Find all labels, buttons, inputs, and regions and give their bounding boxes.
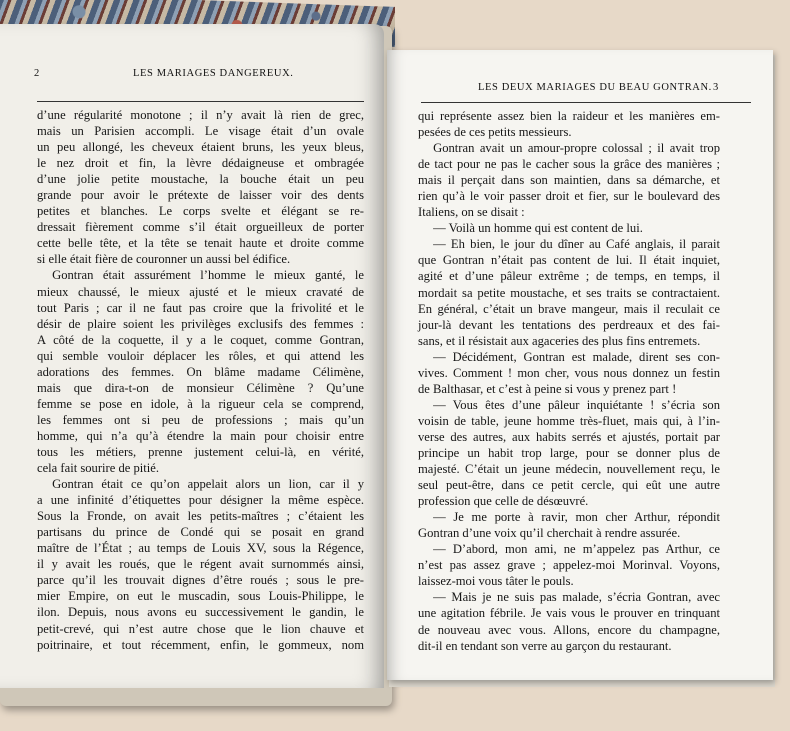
- text-line: mier Empire, on eut le muscadin, sous Louis-Philippe, le: [37, 589, 364, 604]
- text-line: poitrinaire, et tout récemment, enfin, le gommeux, nom: [37, 637, 364, 652]
- text-line: petites et blanches. Le corps svelte et élégant se re-: [37, 204, 364, 219]
- text-line: cela fait sourire de pitié.: [37, 461, 160, 476]
- text-line: une agitation fébrile. Je vais vous le prouver en trinquant: [418, 606, 720, 621]
- text-line: jour-là devant les tentations des perdreaux et des fai-: [418, 317, 720, 332]
- text-line: ilon. Depuis, nous avons eu successivement le gandin, le: [37, 605, 364, 620]
- text-line: il y avait les roués, que le régent avait surnommés ainsi,: [37, 557, 364, 572]
- text-line: verse des autres, aux habits serrés et ajustés, portait par: [418, 429, 720, 444]
- text-line: Sous la Fronde, on avait les petits-maîtres ; c’étaient les: [37, 509, 364, 524]
- text-line: petit-crevé, qui n’est autre chose que le lion chauve et: [37, 621, 364, 636]
- right-running-head: LES DEUX MARIAGES DU BEAU GONTRAN.: [478, 82, 712, 93]
- text-line: vives. Comment ! mon cher, vous nous donnez un festin: [418, 365, 720, 380]
- right-head-rule: [421, 102, 751, 103]
- text-line: femme se pose en idole, à la rigueur cela se comprend,: [37, 396, 364, 411]
- text-line: tous les métiers, prenne justement celui-là, en vérité,: [37, 444, 364, 459]
- text-line: Gontran avait un amour-propre colossal ; il avait trop: [433, 141, 720, 156]
- text-line: désir de plaire soient les privilèges exclusifs des femmes :: [37, 316, 364, 331]
- left-page-number: 2: [34, 68, 40, 79]
- text-line: maître de l’État ; au temps de Louis XV, sous la Régence,: [37, 541, 364, 556]
- text-line: dressait fièrement comme s’il était orgueilleux de porter: [37, 220, 364, 235]
- left-running-head: LES MARIAGES DANGEREUX.: [133, 68, 294, 79]
- text-line: Gontran était ce qu’on appelait alors un lion, car il y: [52, 477, 364, 492]
- text-line: mais il perçait dans son maintien, dans sa démarche, et: [418, 173, 720, 188]
- text-line: adorations des femmes. On blâme madame Célimène,: [37, 364, 364, 379]
- right-page: [387, 50, 773, 680]
- text-line: laissez-moi vous tâter le pouls.: [418, 574, 574, 589]
- text-line: de tact pour ne pas le cacher sous la grâce des manières ;: [418, 157, 720, 172]
- text-line: mais un Parisien accompli. Le visage était d’un ovale: [37, 124, 364, 139]
- text-line: grande pour avoir le prétexte de laisser voir des dents: [37, 188, 364, 203]
- text-line: rien qu’à le voir passer droit et fier, sur le boulevard des: [418, 189, 720, 204]
- text-line: tout Paris ; car il ne faut pas croire que la frivolité et le: [37, 300, 364, 315]
- text-line: homme, qui n’a qu’à étendre la main pour choisir entre: [37, 428, 364, 443]
- text-line: les femmes ont si peu de professions ; mais qu’un: [37, 412, 364, 427]
- text-line: mordait sa petite moustache, et ses traits se contractaient.: [418, 285, 720, 300]
- text-line: agité et d’une pâleur extrême ; de temps, en temps, il: [418, 269, 720, 284]
- text-line: A côté de la coquette, il y a le coquet, comme Gontran,: [37, 332, 364, 347]
- text-line: principe un habit trop large, pour se donner plus de: [418, 445, 720, 460]
- text-line: profession que celle de désœuvré.: [418, 494, 589, 509]
- text-line: partisans du prince de Condé qui se posait en grand: [37, 525, 364, 540]
- text-line: — D’abord, mon ami, ne m’appelez pas Arthur, ce: [433, 542, 720, 557]
- text-line: de nouveau avec vous. Allons, encore du champagne,: [418, 622, 720, 637]
- text-line: si elle était fière de couronner un aussi bel édifice.: [37, 252, 291, 267]
- text-line: mieux chaussé, le mieux ajusté et le mieux cravaté de: [37, 284, 364, 299]
- text-line: — Voilà un homme qui est content de lui.: [433, 221, 643, 236]
- text-line: d’une régularité monotone ; il n’y avait là rien de grec,: [37, 108, 364, 122]
- text-line: Gontran d’une voix qu’il cherchait à rendre assurée.: [418, 526, 681, 541]
- text-line: majesté. C’était un jeune médecin, nouvellement reçu, le: [418, 462, 720, 477]
- text-line: mais que dira-t-on de monsieur Célimène ? Qu’une: [37, 380, 364, 395]
- text-line: — Eh bien, le jour du dîner au Café anglais, il parait: [433, 237, 720, 252]
- right-page-number: 3: [713, 82, 719, 93]
- text-line: seul peut-être, dans ce petit cercle, qui eût une autre: [418, 478, 720, 493]
- text-line: d’une jolie petite moustache, la bouche était un peu: [37, 172, 364, 187]
- text-line: a une infinité d’étiquettes pour désigner la même espèce.: [37, 493, 364, 508]
- right-body-text: [418, 108, 720, 654]
- text-line: dit-il en tendant son verre au garçon du restaurant.: [418, 638, 672, 653]
- text-line: En général, c’était un brave mangeur, mais il reculait ce: [418, 301, 720, 316]
- text-line: de Balthasar, et c’est à peine si vous y prenez part !: [418, 381, 677, 396]
- text-line: — Décidément, Gontran est malade, dirent ses con-: [433, 349, 720, 364]
- left-body-text: [37, 107, 364, 653]
- text-line: voisin de table, jeune homme très-fluet, mais qui, à l’in-: [418, 413, 720, 428]
- left-head-rule: [37, 101, 364, 102]
- text-line: Italiens, on se disait :: [418, 205, 525, 220]
- text-line: le nez droit et fin, la lèvre dédaigneuse et ombragée: [37, 156, 364, 171]
- text-line: cette belle tête, et la tête se tenait haute et droite comme: [37, 236, 364, 251]
- text-line: que Gontran n’était pas content de lui. Il était inquiet,: [418, 253, 720, 268]
- text-line: qui représente assez bien la raideur et les manières em-: [418, 109, 720, 123]
- text-line: Gontran était assurément l’homme le mieux ganté, le: [52, 268, 364, 283]
- text-line: un peu allongé, les cheveux étaient bruns, les yeux bleus,: [37, 140, 364, 155]
- text-line: qui semble vouloir déplacer les rôles, et qui attend les: [37, 348, 364, 363]
- text-line: — Mais je ne suis pas malade, s’écria Gontran, avec: [433, 590, 720, 605]
- text-line: pesées de ces petits messieurs.: [418, 125, 572, 140]
- text-line: — Je me porte à ravir, mon cher Arthur, répondit: [433, 510, 720, 525]
- text-line: n’est pas assez grave ; appelez-moi Morinval. Voyons,: [418, 558, 720, 573]
- left-page: [0, 24, 384, 688]
- text-line: parce qu’il les trouvait dignes d’être roués ; sous le pre-: [37, 573, 364, 588]
- text-line: — Vous êtes d’une pâleur inquiétante ! s’écria son: [433, 397, 720, 412]
- text-line: sans, et il résistait aux agaceries des plus fins entremets.: [418, 333, 701, 348]
